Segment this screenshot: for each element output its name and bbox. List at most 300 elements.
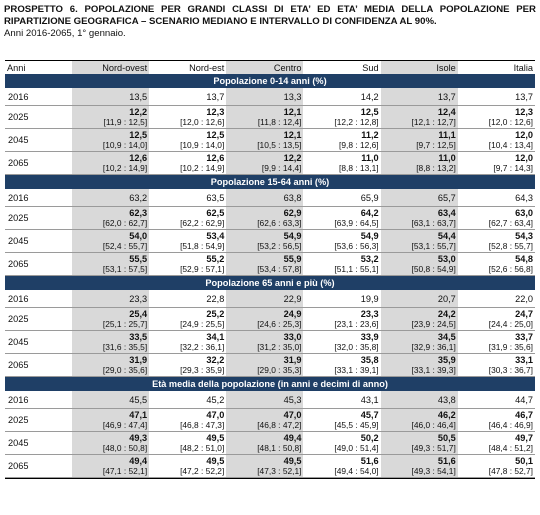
median-value: 11,0 — [361, 153, 379, 163]
column-header-nord-ovest: Nord-ovest — [72, 61, 149, 75]
table-row — [5, 253, 535, 276]
confidence-interval: [9,7 : 14,3] — [493, 163, 533, 173]
title-main: PROSPETTO 6. POPOLAZIONE PER GRANDI CLASSI DI ETA’ ED ETA’ MEDIA DELLA POPOLAZIONE PER RIPARTIZIONE GEOGRAFICA – SCENARIO MEDIANO E INTERVALLO DI CONFIDENZA AL 90%. — [4, 4, 536, 28]
confidence-interval: [47,1 : 52,1] — [102, 466, 148, 476]
column-header-italia: Italia — [458, 61, 535, 75]
median-value: 12,0 — [515, 153, 533, 163]
median-value: 22,8 — [206, 293, 225, 304]
year-cell: 2045 — [5, 331, 72, 354]
median-value: 64,3 — [515, 192, 533, 203]
year-cell: 2016 — [5, 88, 72, 106]
value-cell — [72, 253, 149, 276]
median-value: 53,2 — [360, 254, 379, 264]
confidence-interval: [29,0 : 35,6] — [102, 365, 148, 375]
confidence-interval: [47,8 : 52,7] — [488, 466, 533, 476]
median-value: 46,2 — [437, 410, 456, 420]
median-value: 45,2 — [206, 394, 225, 405]
median-value: 47,0 — [283, 410, 302, 420]
year-cell: 2065 — [5, 455, 72, 478]
median-value: 12,5 — [129, 130, 148, 140]
value-cell — [226, 432, 303, 455]
value-cell — [303, 354, 380, 377]
median-value: 62,9 — [283, 208, 302, 218]
median-value: 19,9 — [360, 293, 379, 304]
value-cell — [381, 391, 458, 409]
year-cell: 2025 — [5, 308, 72, 331]
value-cell — [226, 88, 303, 106]
median-value: 51,6 — [360, 456, 379, 466]
median-value: 35,9 — [437, 355, 456, 365]
confidence-interval: [11,9 : 12,5] — [103, 117, 148, 127]
median-value: 12,3 — [206, 107, 225, 117]
median-value: 51,6 — [437, 456, 456, 466]
confidence-interval: [53,4 : 57,8] — [257, 264, 302, 274]
value-cell — [303, 331, 380, 354]
value-cell — [226, 409, 303, 432]
value-cell — [458, 152, 535, 175]
value-cell — [381, 207, 458, 230]
median-value: 13,5 — [129, 91, 148, 102]
year-cell: 2045 — [5, 432, 72, 455]
median-value: 32,2 — [206, 355, 225, 365]
confidence-interval: [49,3 : 54,1] — [411, 466, 456, 476]
confidence-interval: [24,4 : 25,0] — [488, 319, 533, 329]
median-value: 23,3 — [360, 309, 379, 319]
value-cell — [72, 207, 149, 230]
value-cell — [226, 455, 303, 478]
value-cell — [226, 391, 303, 409]
median-value: 31,9 — [283, 355, 302, 365]
table-row — [5, 189, 535, 207]
value-cell — [381, 331, 458, 354]
median-value: 33,1 — [515, 355, 533, 365]
median-value: 11,1 — [438, 130, 456, 140]
confidence-interval: [23,9 : 24,5] — [411, 319, 456, 329]
value-cell — [381, 409, 458, 432]
median-value: 12,3 — [515, 107, 533, 117]
confidence-interval: [48,2 : 51,0] — [180, 443, 225, 453]
confidence-interval: [31,6 : 35,5] — [102, 342, 148, 352]
confidence-interval: [52,8 : 55,7] — [488, 241, 533, 251]
median-value: 33,5 — [129, 332, 148, 342]
confidence-interval: [46,8 : 47,3] — [180, 420, 225, 430]
column-header-centro: Centro — [226, 61, 303, 75]
value-cell — [381, 230, 458, 253]
median-value: 54,4 — [437, 231, 456, 241]
value-cell — [72, 331, 149, 354]
confidence-interval: [47,3 : 52,1] — [257, 466, 302, 476]
confidence-interval: [10,5 : 13,5] — [257, 140, 302, 150]
median-value: 31,9 — [129, 355, 148, 365]
table-row — [5, 230, 535, 253]
value-cell — [381, 129, 458, 152]
year-cell: 2065 — [5, 152, 72, 175]
median-value: 65,7 — [437, 192, 456, 203]
median-value: 24,2 — [437, 309, 456, 319]
value-cell — [149, 391, 226, 409]
section-title: Popolazione 65 anni e più (%) — [5, 276, 535, 291]
confidence-interval: [49,0 : 51,4] — [334, 443, 379, 453]
value-cell — [72, 354, 149, 377]
value-cell — [149, 409, 226, 432]
value-cell — [381, 88, 458, 106]
median-value: 22,0 — [515, 293, 533, 304]
median-value: 25,4 — [129, 309, 148, 319]
median-value: 12,6 — [129, 153, 148, 163]
confidence-interval: [51,1 : 55,1] — [334, 264, 379, 274]
confidence-interval: [53,6 : 56,3] — [334, 241, 379, 251]
confidence-interval: [12,2 : 12,8] — [334, 117, 379, 127]
table-row — [5, 331, 535, 354]
year-cell: 2045 — [5, 129, 72, 152]
confidence-interval: [53,2 : 56,5] — [257, 241, 302, 251]
value-cell — [72, 290, 149, 308]
value-cell — [303, 152, 380, 175]
value-cell — [303, 432, 380, 455]
value-cell — [458, 253, 535, 276]
value-cell — [149, 455, 226, 478]
confidence-interval: [24,6 : 25,3] — [257, 319, 302, 329]
column-header-sud: Sud — [303, 61, 380, 75]
confidence-interval: [50,8 : 54,9] — [411, 264, 456, 274]
median-value: 12,5 — [206, 130, 225, 140]
median-value: 49,5 — [206, 433, 225, 443]
table-row — [5, 88, 535, 106]
median-value: 12,2 — [129, 107, 148, 117]
confidence-interval: [29,0 : 35,3] — [257, 365, 302, 375]
section-title: Popolazione 0-14 anni (%) — [5, 74, 535, 88]
value-cell — [149, 253, 226, 276]
value-cell — [381, 432, 458, 455]
median-value: 50,2 — [360, 433, 379, 443]
value-cell — [458, 331, 535, 354]
confidence-interval: [10,9 : 14,0] — [102, 140, 148, 150]
median-value: 43,8 — [437, 394, 456, 405]
year-cell: 2065 — [5, 354, 72, 377]
table-row — [5, 290, 535, 308]
year-cell: 2045 — [5, 230, 72, 253]
value-cell — [72, 88, 149, 106]
column-header-isole: Isole — [381, 61, 458, 75]
value-cell — [303, 391, 380, 409]
confidence-interval: [12,0 : 12,6] — [180, 117, 225, 127]
value-cell — [149, 129, 226, 152]
confidence-interval: [46,4 : 46,9] — [488, 420, 533, 430]
year-cell: 2016 — [5, 391, 72, 409]
value-cell — [149, 152, 226, 175]
value-cell — [149, 308, 226, 331]
value-cell — [458, 308, 535, 331]
median-value: 49,5 — [283, 456, 302, 466]
year-cell: 2025 — [5, 106, 72, 129]
median-value: 55,9 — [283, 254, 302, 264]
value-cell — [226, 253, 303, 276]
median-value: 63,2 — [129, 192, 148, 203]
value-cell — [458, 409, 535, 432]
median-value: 49,4 — [283, 433, 302, 443]
median-value: 54,9 — [360, 231, 379, 241]
median-value: 12,1 — [283, 107, 302, 117]
value-cell — [458, 129, 535, 152]
value-cell — [149, 432, 226, 455]
confidence-interval: [31,9 : 35,6] — [488, 342, 533, 352]
median-value: 43,1 — [360, 394, 379, 405]
value-cell — [72, 455, 149, 478]
median-value: 49,5 — [206, 456, 225, 466]
section-title: Età media della popolazione (in anni e decimi di anno) — [5, 377, 535, 392]
confidence-interval: [32,2 : 36,1] — [180, 342, 225, 352]
value-cell — [458, 354, 535, 377]
data-table — [5, 60, 535, 478]
confidence-interval: [52,9 : 57,1] — [180, 264, 225, 274]
table-row — [5, 354, 535, 377]
value-cell — [149, 331, 226, 354]
confidence-interval: [46,8 : 47,2] — [257, 420, 302, 430]
value-cell — [72, 409, 149, 432]
value-cell — [458, 106, 535, 129]
value-cell — [303, 106, 380, 129]
section-title: Popolazione 15-64 anni (%) — [5, 175, 535, 190]
median-value: 45,7 — [360, 410, 379, 420]
median-value: 13,3 — [283, 91, 302, 102]
value-cell — [381, 189, 458, 207]
value-cell — [226, 106, 303, 129]
median-value: 13,7 — [437, 91, 456, 102]
median-value: 12,6 — [206, 153, 225, 163]
confidence-interval: [53,1 : 57,5] — [102, 264, 148, 274]
confidence-interval: [10,2 : 14,9] — [180, 163, 225, 173]
confidence-interval: [33,1 : 39,3] — [411, 365, 456, 375]
median-value: 49,4 — [129, 456, 148, 466]
confidence-interval: [49,3 : 51,7] — [411, 443, 456, 453]
median-value: 54,8 — [515, 254, 533, 264]
value-cell — [149, 230, 226, 253]
median-value: 20,7 — [437, 293, 456, 304]
confidence-interval: [32,9 : 36,1] — [411, 342, 456, 352]
confidence-interval: [8,8 : 13,1] — [339, 163, 379, 173]
median-value: 23,3 — [129, 293, 148, 304]
value-cell — [226, 189, 303, 207]
column-header-nord-est: Nord-est — [149, 61, 226, 75]
year-cell: 2016 — [5, 189, 72, 207]
section-header — [5, 175, 535, 190]
median-value: 53,4 — [206, 231, 225, 241]
section-header — [5, 377, 535, 392]
confidence-interval: [23,1 : 23,6] — [334, 319, 379, 329]
table-body — [5, 74, 535, 478]
confidence-interval: [45,5 : 45,9] — [334, 420, 379, 430]
value-cell — [381, 106, 458, 129]
confidence-interval: [12,1 : 12,7] — [411, 117, 456, 127]
median-value: 12,0 — [515, 130, 533, 140]
median-value: 47,1 — [129, 410, 148, 420]
median-value: 24,7 — [515, 309, 533, 319]
median-value: 25,2 — [206, 309, 225, 319]
median-value: 54,3 — [515, 231, 533, 241]
median-value: 12,1 — [283, 130, 302, 140]
confidence-interval: [32,0 : 35,8] — [334, 342, 379, 352]
value-cell — [72, 391, 149, 409]
table-title — [4, 4, 536, 41]
median-value: 14,2 — [360, 91, 379, 102]
confidence-interval: [46,0 : 46,4] — [411, 420, 456, 430]
median-value: 47,0 — [206, 410, 225, 420]
median-value: 11,0 — [438, 153, 456, 163]
median-value: 45,5 — [129, 394, 148, 405]
confidence-interval: [8,8 : 13,2] — [416, 163, 456, 173]
year-cell: 2065 — [5, 253, 72, 276]
median-value: 62,3 — [129, 208, 148, 218]
year-cell: 2025 — [5, 409, 72, 432]
confidence-interval: [62,7 : 63,4] — [488, 218, 533, 228]
value-cell — [303, 308, 380, 331]
table-row — [5, 152, 535, 175]
median-value: 63,5 — [206, 192, 225, 203]
median-value: 11,2 — [361, 130, 379, 140]
value-cell — [381, 152, 458, 175]
value-cell — [226, 308, 303, 331]
table-row — [5, 409, 535, 432]
median-value: 49,7 — [515, 433, 533, 443]
value-cell — [72, 308, 149, 331]
value-cell — [149, 88, 226, 106]
median-value: 13,7 — [515, 91, 533, 102]
value-cell — [72, 152, 149, 175]
value-cell — [458, 391, 535, 409]
median-value: 45,3 — [283, 394, 302, 405]
table-row — [5, 129, 535, 152]
confidence-interval: [52,6 : 56,8] — [488, 264, 533, 274]
median-value: 63,0 — [515, 208, 533, 218]
table-row — [5, 432, 535, 455]
median-value: 46,7 — [515, 410, 533, 420]
median-value: 54,9 — [283, 231, 302, 241]
value-cell — [72, 106, 149, 129]
header-row — [5, 61, 535, 75]
value-cell — [226, 354, 303, 377]
value-cell — [458, 432, 535, 455]
confidence-interval: [53,1 : 55,7] — [411, 241, 456, 251]
median-value: 55,5 — [129, 254, 148, 264]
table-row — [5, 106, 535, 129]
column-header-anni: Anni — [5, 61, 72, 75]
confidence-interval: [10,9 : 14,0] — [180, 140, 225, 150]
value-cell — [226, 290, 303, 308]
median-value: 50,1 — [515, 456, 533, 466]
value-cell — [303, 455, 380, 478]
value-cell — [149, 106, 226, 129]
confidence-interval: [52,4 : 55,7] — [102, 241, 148, 251]
value-cell — [303, 409, 380, 432]
median-value: 33,0 — [283, 332, 302, 342]
median-value: 13,7 — [206, 91, 225, 102]
value-cell — [149, 189, 226, 207]
median-value: 33,9 — [360, 332, 379, 342]
confidence-interval: [11,8 : 12,4] — [257, 117, 302, 127]
median-value: 24,9 — [283, 309, 302, 319]
value-cell — [381, 455, 458, 478]
confidence-interval: [10,2 : 14,9] — [102, 163, 148, 173]
confidence-interval: [30,3 : 36,7] — [488, 365, 533, 375]
value-cell — [303, 290, 380, 308]
table-row — [5, 391, 535, 409]
value-cell — [381, 308, 458, 331]
value-cell — [226, 129, 303, 152]
confidence-interval: [9,7 : 12,5] — [416, 140, 456, 150]
confidence-interval: [31,2 : 35,0] — [257, 342, 302, 352]
median-value: 64,2 — [360, 208, 379, 218]
section-header — [5, 74, 535, 88]
value-cell — [458, 230, 535, 253]
value-cell — [72, 189, 149, 207]
confidence-interval: [29,3 : 35,9] — [180, 365, 225, 375]
median-value: 63,4 — [437, 208, 456, 218]
value-cell — [381, 354, 458, 377]
value-cell — [149, 207, 226, 230]
value-cell — [72, 129, 149, 152]
value-cell — [303, 253, 380, 276]
confidence-interval: [10,4 : 13,4] — [488, 140, 533, 150]
value-cell — [149, 354, 226, 377]
value-cell — [226, 152, 303, 175]
median-value: 55,2 — [206, 254, 225, 264]
median-value: 62,5 — [206, 208, 225, 218]
table-row — [5, 207, 535, 230]
confidence-interval: [25,1 : 25,7] — [102, 319, 148, 329]
value-cell — [303, 189, 380, 207]
median-value: 35,8 — [360, 355, 379, 365]
median-value: 33,7 — [515, 332, 533, 342]
value-cell — [458, 207, 535, 230]
confidence-interval: [12,0 : 12,6] — [488, 117, 533, 127]
median-value: 22,9 — [283, 293, 302, 304]
confidence-interval: [33,1 : 39,1] — [334, 365, 379, 375]
value-cell — [458, 455, 535, 478]
value-cell — [458, 189, 535, 207]
median-value: 12,5 — [360, 107, 379, 117]
confidence-interval: [48,1 : 50,8] — [257, 443, 302, 453]
median-value: 50,5 — [437, 433, 456, 443]
median-value: 65,9 — [360, 192, 379, 203]
value-cell — [72, 432, 149, 455]
median-value: 34,5 — [437, 332, 456, 342]
median-value: 54,0 — [129, 231, 148, 241]
confidence-interval: [62,0 : 62,7] — [102, 218, 148, 228]
value-cell — [303, 230, 380, 253]
table-bottom-rule — [5, 478, 535, 479]
value-cell — [381, 253, 458, 276]
value-cell — [458, 290, 535, 308]
median-value: 12,2 — [283, 153, 302, 163]
title-subtitle: Anni 2016-2065, 1° gennaio. — [4, 28, 126, 40]
value-cell — [226, 207, 303, 230]
value-cell — [226, 230, 303, 253]
year-cell: 2025 — [5, 207, 72, 230]
confidence-interval: [46,9 : 47,4] — [102, 420, 148, 430]
confidence-interval: [62,2 : 62,9] — [180, 218, 225, 228]
value-cell — [303, 129, 380, 152]
value-cell — [381, 290, 458, 308]
value-cell — [226, 331, 303, 354]
confidence-interval: [63,1 : 63,7] — [411, 218, 456, 228]
value-cell — [303, 207, 380, 230]
value-cell — [149, 290, 226, 308]
confidence-interval: [49,4 : 54,0] — [334, 466, 379, 476]
confidence-interval: [51,8 : 54,9] — [180, 241, 225, 251]
median-value: 49,3 — [129, 433, 148, 443]
table-row — [5, 455, 535, 478]
year-cell: 2016 — [5, 290, 72, 308]
